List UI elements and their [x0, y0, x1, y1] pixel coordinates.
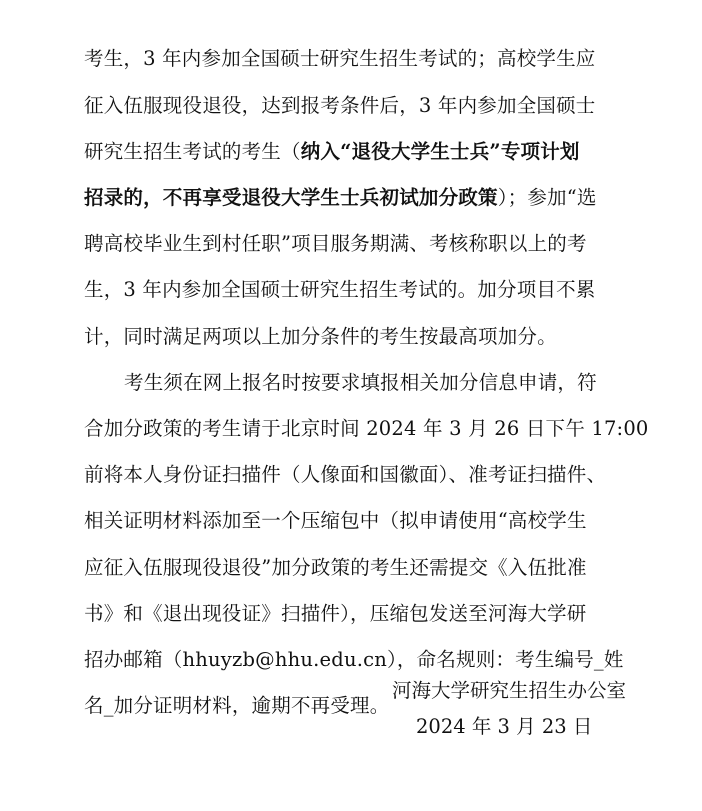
text-line: 合加分政策的考生请于北京时间 2024 年 3 月 26 日下午 17:00 [84, 417, 649, 440]
text-line [84, 137, 580, 167]
text-span: ）；参加“选 [497, 186, 597, 209]
text-line: 聘高校毕业生到村任职”项目服务期满、考核称职以上的考 [84, 232, 587, 255]
text-line: 应征入伍服现役退役”加分政策的考生还需提交《入伍批准 [84, 556, 587, 579]
bold-text-span: 纳入“退役大学生士兵”专项计划 [300, 140, 580, 163]
text-line: 前将本人身份证扫描件（人像面和国徽面）、准考证扫描件、 [84, 463, 607, 486]
text-line: 考生须在网上报名时按要求填报相关加分信息申请，符 [124, 371, 597, 394]
signature-date: 2024 年 3 月 23 日 [416, 715, 593, 738]
text-line: 生，3 年内参加全国硕士研究生招生考试的。加分项目不累 [84, 278, 596, 301]
text-line [84, 183, 597, 213]
text-line: 征入伍服现役退役，达到报考条件后，3 年内参加全国硕士 [84, 94, 596, 117]
bold-text-span: 招录的，不再享受退役大学生士兵初试加分政策 [84, 186, 498, 209]
text-line: 计，同时满足两项以上加分条件的考生按最高项加分。 [84, 325, 557, 348]
text-line: 书》和《退出现役证》扫描件），压缩包发送至河海大学研 [84, 602, 587, 625]
text-line: 相关证明材料添加至一个压缩包中（拟申请使用“高校学生 [84, 509, 587, 532]
text-line: 招办邮箱（hhuyzb@hhu.edu.cn），命名规则：考生编号_姓 [84, 648, 624, 671]
text-line: 考生，3 年内参加全国硕士研究生招生考试的；高校学生应 [84, 47, 596, 70]
text-line: 名_加分证明材料，逾期不再受理。 [84, 694, 390, 717]
signature-office: 河海大学研究生招生办公室 [392, 679, 627, 702]
text-span: 研究生招生考试的考生（ [84, 140, 301, 163]
